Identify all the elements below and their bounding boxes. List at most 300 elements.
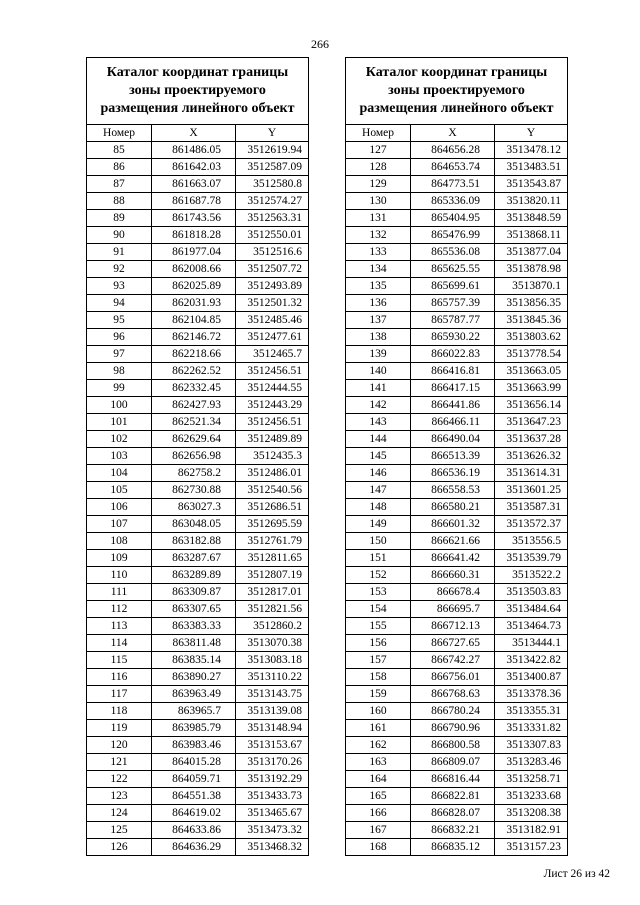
point-number-cell: 124 — [87, 805, 152, 822]
table-row — [87, 363, 309, 380]
table-row — [87, 686, 309, 703]
coord-y-cell: 3513870.1 — [495, 278, 568, 295]
coord-x-cell: 866800.58 — [411, 737, 495, 754]
point-number-cell: 154 — [346, 601, 411, 618]
table-row — [346, 210, 568, 227]
coord-x-cell: 863811.48 — [152, 635, 236, 652]
coord-x-cell: 863048.05 — [152, 516, 236, 533]
point-number-cell: 117 — [87, 686, 152, 703]
point-number-cell: 162 — [346, 737, 411, 754]
coord-y-cell: 3512619.94 — [236, 142, 309, 159]
point-number-cell: 161 — [346, 720, 411, 737]
point-number-cell: 156 — [346, 635, 411, 652]
coord-y-cell: 3512435.3 — [236, 448, 309, 465]
coord-x-cell: 864633.86 — [152, 822, 236, 839]
table-row — [87, 822, 309, 839]
table-row — [346, 754, 568, 771]
coord-x-cell: 865476.99 — [411, 227, 495, 244]
coord-y-cell: 3513143.75 — [236, 686, 309, 703]
coord-x-cell: 866580.21 — [411, 499, 495, 516]
coord-y-cell: 3512686.51 — [236, 499, 309, 516]
coord-x-cell: 864656.28 — [411, 142, 495, 159]
coord-y-cell: 3512811.65 — [236, 550, 309, 567]
table-row — [87, 431, 309, 448]
coord-x-cell: 866513.39 — [411, 448, 495, 465]
point-number-cell: 112 — [87, 601, 152, 618]
coord-y-cell: 3513478.12 — [495, 142, 568, 159]
table-row — [346, 669, 568, 686]
point-number-cell: 149 — [346, 516, 411, 533]
coord-x-cell: 861687.78 — [152, 193, 236, 210]
point-number-cell: 104 — [87, 465, 152, 482]
coord-y-cell: 3512486.01 — [236, 465, 309, 482]
point-number-cell: 119 — [87, 720, 152, 737]
table-row — [87, 465, 309, 482]
coord-y-cell: 3513153.67 — [236, 737, 309, 754]
point-number-cell: 116 — [87, 669, 152, 686]
table-row — [87, 839, 309, 856]
point-number-cell: 108 — [87, 533, 152, 550]
coord-y-cell: 3513637.28 — [495, 431, 568, 448]
coord-y-cell: 3513110.22 — [236, 669, 309, 686]
coord-y-cell: 3512761.79 — [236, 533, 309, 550]
coord-x-cell: 865930.22 — [411, 329, 495, 346]
coord-y-cell: 3512574.27 — [236, 193, 309, 210]
catalog-title: Каталог координат границы зоны проектируемого размещения линейного объект — [346, 58, 568, 125]
table-row — [87, 159, 309, 176]
catalog-title: Каталог координат границы зоны проектируемого размещения линейного объект — [87, 58, 309, 125]
coord-x-cell: 863383.33 — [152, 618, 236, 635]
coord-y-cell: 3513868.11 — [495, 227, 568, 244]
point-number-cell: 126 — [87, 839, 152, 856]
point-number-cell: 95 — [87, 312, 152, 329]
coord-x-cell: 866558.53 — [411, 482, 495, 499]
coord-y-cell: 3512493.89 — [236, 278, 309, 295]
coord-x-cell: 866790.96 — [411, 720, 495, 737]
point-number-cell: 138 — [346, 329, 411, 346]
point-number-cell: 158 — [346, 669, 411, 686]
coord-y-cell: 3513572.37 — [495, 516, 568, 533]
table-row — [346, 227, 568, 244]
coord-y-cell: 3513307.83 — [495, 737, 568, 754]
table-row — [87, 329, 309, 346]
table-row — [346, 601, 568, 618]
column-header-number: Номер — [87, 125, 152, 142]
table-row — [346, 380, 568, 397]
coord-y-cell: 3513484.64 — [495, 601, 568, 618]
coord-y-cell: 3513464.73 — [495, 618, 568, 635]
point-number-cell: 134 — [346, 261, 411, 278]
table-row — [87, 261, 309, 278]
table-row — [87, 788, 309, 805]
point-number-cell: 118 — [87, 703, 152, 720]
point-number-cell: 91 — [87, 244, 152, 261]
table-row — [346, 295, 568, 312]
coord-x-cell: 862104.85 — [152, 312, 236, 329]
point-number-cell: 103 — [87, 448, 152, 465]
column-header-y: Y — [236, 125, 309, 142]
point-number-cell: 105 — [87, 482, 152, 499]
page-number: 266 — [311, 37, 329, 51]
coord-x-cell: 862218.66 — [152, 346, 236, 363]
coord-y-cell: 3512444.55 — [236, 380, 309, 397]
point-number-cell: 147 — [346, 482, 411, 499]
table-row — [346, 533, 568, 550]
coord-y-cell: 3513522.2 — [495, 567, 568, 584]
table-row — [346, 312, 568, 329]
table-row — [87, 312, 309, 329]
coord-x-cell: 866490.04 — [411, 431, 495, 448]
coord-y-cell: 3513778.54 — [495, 346, 568, 363]
table-row — [346, 482, 568, 499]
point-number-cell: 153 — [346, 584, 411, 601]
coord-y-cell: 3513468.32 — [236, 839, 309, 856]
point-number-cell: 165 — [346, 788, 411, 805]
coord-x-cell: 862427.93 — [152, 397, 236, 414]
point-number-cell: 100 — [87, 397, 152, 414]
coord-x-cell: 866536.19 — [411, 465, 495, 482]
table-row — [346, 465, 568, 482]
table-row — [346, 737, 568, 754]
table-row — [346, 142, 568, 159]
coord-y-cell: 3513258.71 — [495, 771, 568, 788]
coord-x-cell: 866441.86 — [411, 397, 495, 414]
coord-y-cell: 3512860.2 — [236, 618, 309, 635]
point-number-cell: 145 — [346, 448, 411, 465]
coord-x-cell: 866417.15 — [411, 380, 495, 397]
coord-y-cell: 3513139.08 — [236, 703, 309, 720]
coord-y-cell: 3513614.31 — [495, 465, 568, 482]
coord-y-cell: 3513626.32 — [495, 448, 568, 465]
table-row — [346, 176, 568, 193]
point-number-cell: 167 — [346, 822, 411, 839]
coord-y-cell: 3512587.09 — [236, 159, 309, 176]
coord-y-cell: 3512443.29 — [236, 397, 309, 414]
table-row — [346, 720, 568, 737]
coord-y-cell: 3512695.59 — [236, 516, 309, 533]
point-number-cell: 135 — [346, 278, 411, 295]
coord-x-cell: 861743.56 — [152, 210, 236, 227]
table-row — [87, 720, 309, 737]
point-number-cell: 113 — [87, 618, 152, 635]
coord-y-cell: 3513856.35 — [495, 295, 568, 312]
coord-y-cell: 3513663.05 — [495, 363, 568, 380]
coord-y-cell: 3512516.6 — [236, 244, 309, 261]
coord-x-cell: 863983.46 — [152, 737, 236, 754]
point-number-cell: 144 — [346, 431, 411, 448]
coord-y-cell: 3513473.32 — [236, 822, 309, 839]
coord-x-cell: 866466.11 — [411, 414, 495, 431]
coord-y-cell: 3512807.19 — [236, 567, 309, 584]
point-number-cell: 87 — [87, 176, 152, 193]
table-row — [346, 839, 568, 856]
point-number-cell: 101 — [87, 414, 152, 431]
table-row — [346, 346, 568, 363]
coord-x-cell: 862629.64 — [152, 431, 236, 448]
point-number-cell: 121 — [87, 754, 152, 771]
point-number-cell: 89 — [87, 210, 152, 227]
point-number-cell: 98 — [87, 363, 152, 380]
table-row — [87, 754, 309, 771]
table-row — [346, 584, 568, 601]
point-number-cell: 107 — [87, 516, 152, 533]
coord-x-cell: 866601.32 — [411, 516, 495, 533]
table-row — [346, 244, 568, 261]
point-number-cell: 85 — [87, 142, 152, 159]
coord-y-cell: 3513070.38 — [236, 635, 309, 652]
table-row — [346, 635, 568, 652]
point-number-cell: 115 — [87, 652, 152, 669]
table-row — [87, 567, 309, 584]
point-number-cell: 142 — [346, 397, 411, 414]
coord-x-cell: 866416.81 — [411, 363, 495, 380]
point-number-cell: 127 — [346, 142, 411, 159]
point-number-cell: 163 — [346, 754, 411, 771]
point-number-cell: 106 — [87, 499, 152, 516]
coord-x-cell: 861486.05 — [152, 142, 236, 159]
table-row — [87, 737, 309, 754]
coord-y-cell: 3513503.83 — [495, 584, 568, 601]
point-number-cell: 96 — [87, 329, 152, 346]
coord-x-cell: 865757.39 — [411, 295, 495, 312]
coord-y-cell: 3512821.56 — [236, 601, 309, 618]
point-number-cell: 129 — [346, 176, 411, 193]
coord-x-cell: 866641.42 — [411, 550, 495, 567]
coord-y-cell: 3513170.26 — [236, 754, 309, 771]
column-header-number: Номер — [346, 125, 411, 142]
point-number-cell: 148 — [346, 499, 411, 516]
point-number-cell: 150 — [346, 533, 411, 550]
coord-y-cell: 3513444.1 — [495, 635, 568, 652]
coord-y-cell: 3512563.31 — [236, 210, 309, 227]
coord-y-cell: 3513331.82 — [495, 720, 568, 737]
table-row — [87, 142, 309, 159]
coord-y-cell: 3513378.36 — [495, 686, 568, 703]
coord-y-cell: 3512580.8 — [236, 176, 309, 193]
coord-x-cell: 861663.07 — [152, 176, 236, 193]
coord-x-cell: 863963.49 — [152, 686, 236, 703]
point-number-cell: 164 — [346, 771, 411, 788]
table-row — [346, 771, 568, 788]
coord-x-cell: 866678.4 — [411, 584, 495, 601]
point-number-cell: 166 — [346, 805, 411, 822]
table-row — [346, 193, 568, 210]
point-number-cell: 125 — [87, 822, 152, 839]
coord-y-cell: 3513803.62 — [495, 329, 568, 346]
coord-y-cell: 3513283.46 — [495, 754, 568, 771]
point-number-cell: 131 — [346, 210, 411, 227]
coord-y-cell: 3513656.14 — [495, 397, 568, 414]
table-row — [346, 822, 568, 839]
table-row — [346, 159, 568, 176]
coord-x-cell: 862146.72 — [152, 329, 236, 346]
table-row — [346, 363, 568, 380]
coord-x-cell: 865625.55 — [411, 261, 495, 278]
table-row — [346, 805, 568, 822]
coord-x-cell: 866828.07 — [411, 805, 495, 822]
table-row — [346, 431, 568, 448]
point-number-cell: 111 — [87, 584, 152, 601]
coord-x-cell: 864551.38 — [152, 788, 236, 805]
table-row — [87, 550, 309, 567]
point-number-cell: 143 — [346, 414, 411, 431]
point-number-cell: 102 — [87, 431, 152, 448]
coord-x-cell: 864773.51 — [411, 176, 495, 193]
table-row — [346, 550, 568, 567]
table-row — [346, 788, 568, 805]
coord-y-cell: 3513483.51 — [495, 159, 568, 176]
point-number-cell: 123 — [87, 788, 152, 805]
coord-x-cell: 866022.83 — [411, 346, 495, 363]
table-row — [87, 618, 309, 635]
table-row — [346, 686, 568, 703]
coord-x-cell: 866809.07 — [411, 754, 495, 771]
table-row — [346, 516, 568, 533]
coord-y-cell: 3513355.31 — [495, 703, 568, 720]
point-number-cell: 120 — [87, 737, 152, 754]
coord-x-cell: 861977.04 — [152, 244, 236, 261]
coord-x-cell: 862521.34 — [152, 414, 236, 431]
coord-x-cell: 866780.24 — [411, 703, 495, 720]
coord-y-cell: 3513083.18 — [236, 652, 309, 669]
coord-y-cell: 3512456.51 — [236, 363, 309, 380]
coordinate-catalog-table-left — [86, 57, 309, 856]
coord-y-cell: 3513433.73 — [236, 788, 309, 805]
point-number-cell: 88 — [87, 193, 152, 210]
point-number-cell: 128 — [346, 159, 411, 176]
coord-x-cell: 864653.74 — [411, 159, 495, 176]
point-number-cell: 110 — [87, 567, 152, 584]
point-number-cell: 159 — [346, 686, 411, 703]
coord-y-cell: 3513556.5 — [495, 533, 568, 550]
table-row — [87, 669, 309, 686]
coord-y-cell: 3513848.59 — [495, 210, 568, 227]
coord-y-cell: 3513192.29 — [236, 771, 309, 788]
table-row — [87, 210, 309, 227]
coord-x-cell: 866742.27 — [411, 652, 495, 669]
table-row — [346, 652, 568, 669]
coord-x-cell: 863985.79 — [152, 720, 236, 737]
coord-y-cell: 3513400.87 — [495, 669, 568, 686]
column-header-x: X — [152, 125, 236, 142]
point-number-cell: 137 — [346, 312, 411, 329]
coord-x-cell: 866816.44 — [411, 771, 495, 788]
table-row — [346, 414, 568, 431]
coord-x-cell: 863289.89 — [152, 567, 236, 584]
point-number-cell: 140 — [346, 363, 411, 380]
coord-y-cell: 3513647.23 — [495, 414, 568, 431]
coord-x-cell: 862656.98 — [152, 448, 236, 465]
coord-x-cell: 863965.7 — [152, 703, 236, 720]
coord-x-cell: 863307.65 — [152, 601, 236, 618]
coord-y-cell: 3513157.23 — [495, 839, 568, 856]
point-number-cell: 93 — [87, 278, 152, 295]
coord-x-cell: 862025.89 — [152, 278, 236, 295]
table-row — [346, 618, 568, 635]
point-number-cell: 122 — [87, 771, 152, 788]
table-row — [346, 261, 568, 278]
coord-x-cell: 866832.21 — [411, 822, 495, 839]
table-row — [346, 703, 568, 720]
coord-x-cell: 864619.02 — [152, 805, 236, 822]
table-row — [87, 244, 309, 261]
table-row — [346, 567, 568, 584]
point-number-cell: 155 — [346, 618, 411, 635]
coord-x-cell: 863182.88 — [152, 533, 236, 550]
coord-y-cell: 3512477.61 — [236, 329, 309, 346]
coord-y-cell: 3513587.31 — [495, 499, 568, 516]
coord-x-cell: 866756.01 — [411, 669, 495, 686]
coord-x-cell: 865404.95 — [411, 210, 495, 227]
table-row — [87, 805, 309, 822]
coord-x-cell: 866768.63 — [411, 686, 495, 703]
point-number-cell: 114 — [87, 635, 152, 652]
point-number-cell: 92 — [87, 261, 152, 278]
coord-x-cell: 866822.81 — [411, 788, 495, 805]
coord-x-cell: 861818.28 — [152, 227, 236, 244]
point-number-cell: 90 — [87, 227, 152, 244]
coord-y-cell: 3513208.38 — [495, 805, 568, 822]
table-row — [346, 397, 568, 414]
coord-x-cell: 863027.3 — [152, 499, 236, 516]
coord-x-cell: 866835.12 — [411, 839, 495, 856]
table-row — [87, 278, 309, 295]
coord-y-cell: 3512817.01 — [236, 584, 309, 601]
table-row — [346, 278, 568, 295]
coord-x-cell: 864636.29 — [152, 839, 236, 856]
coord-x-cell: 863890.27 — [152, 669, 236, 686]
column-header-y: Y — [495, 125, 568, 142]
point-number-cell: 152 — [346, 567, 411, 584]
coord-x-cell: 861642.03 — [152, 159, 236, 176]
coord-y-cell: 3512540.56 — [236, 482, 309, 499]
coord-x-cell: 862008.66 — [152, 261, 236, 278]
table-row — [87, 295, 309, 312]
coord-x-cell: 862758.2 — [152, 465, 236, 482]
column-header-x: X — [411, 125, 495, 142]
coord-y-cell: 3513182.91 — [495, 822, 568, 839]
coord-x-cell: 864059.71 — [152, 771, 236, 788]
coord-x-cell: 866621.66 — [411, 533, 495, 550]
table-row — [346, 329, 568, 346]
point-number-cell: 151 — [346, 550, 411, 567]
coord-y-cell: 3513820.11 — [495, 193, 568, 210]
table-row — [87, 771, 309, 788]
coord-y-cell: 3513663.99 — [495, 380, 568, 397]
table-row — [87, 448, 309, 465]
sheet-footer: Лист 26 из 42 — [543, 868, 610, 880]
table-row — [87, 193, 309, 210]
point-number-cell: 94 — [87, 295, 152, 312]
coord-x-cell: 865336.09 — [411, 193, 495, 210]
coord-y-cell: 3513878.98 — [495, 261, 568, 278]
coord-y-cell: 3513539.79 — [495, 550, 568, 567]
table-row — [87, 176, 309, 193]
table-row — [87, 533, 309, 550]
coord-y-cell: 3513543.87 — [495, 176, 568, 193]
coord-x-cell: 866660.31 — [411, 567, 495, 584]
table-row — [87, 482, 309, 499]
table-row — [87, 397, 309, 414]
coord-x-cell: 863287.67 — [152, 550, 236, 567]
coord-x-cell: 866727.65 — [411, 635, 495, 652]
table-row — [87, 516, 309, 533]
coord-y-cell: 3513465.67 — [236, 805, 309, 822]
coord-x-cell: 866712.13 — [411, 618, 495, 635]
table-row — [87, 703, 309, 720]
point-number-cell: 168 — [346, 839, 411, 856]
table-row — [87, 635, 309, 652]
